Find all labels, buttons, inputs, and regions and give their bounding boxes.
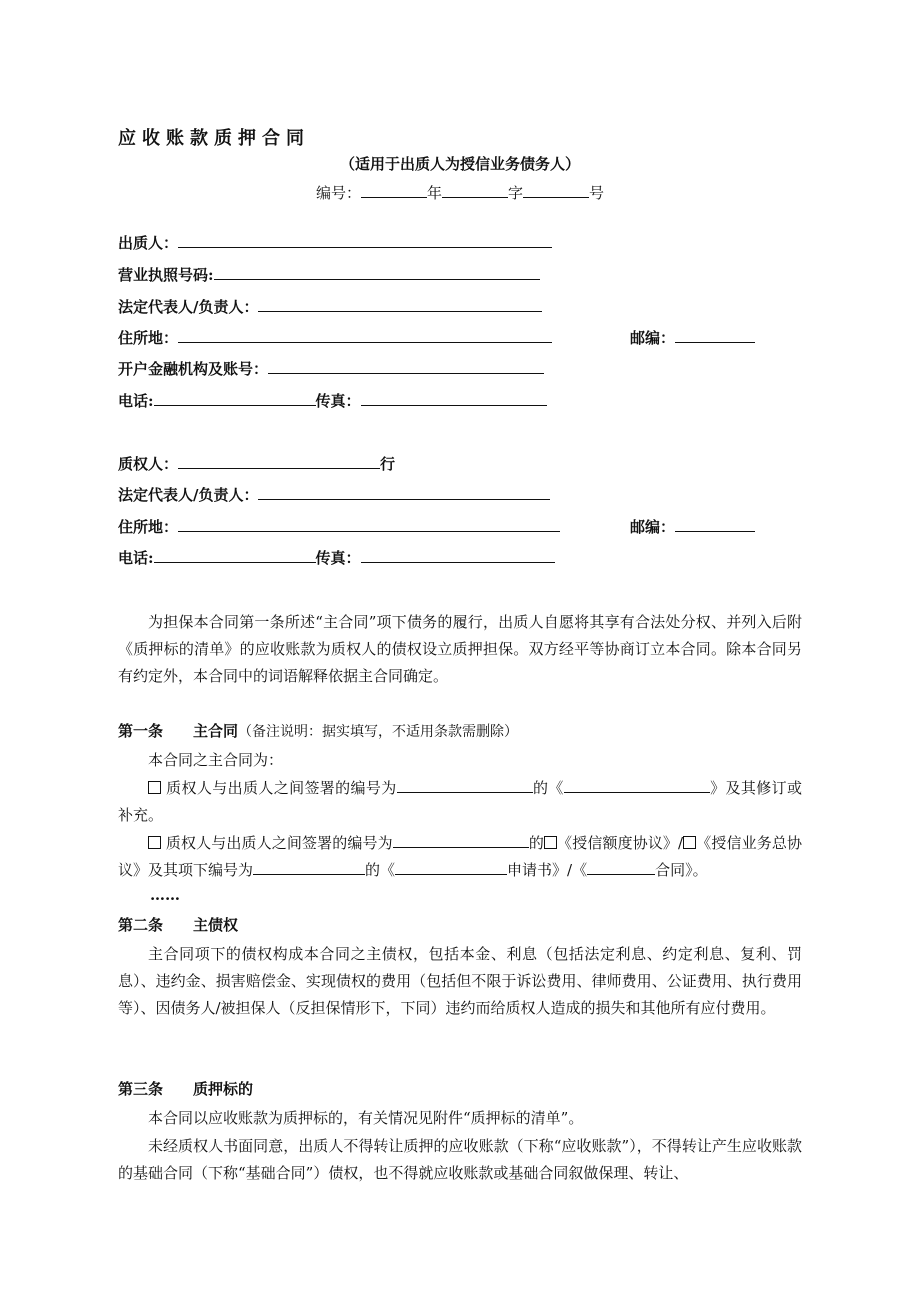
pledgor-postal-label: 邮编：	[630, 329, 676, 347]
article1-note: （备注说明：据实填写，不适用条款需删除）	[238, 724, 519, 740]
article2-heading	[118, 914, 238, 935]
option1-checkbox[interactable]	[148, 781, 161, 794]
article3-para2: 未经质权人书面同意，出质人不得转让质押的应收账款（下称“应收账款”），不得转让产生应收账款的基础合同（下称“基础合同”）债权，也不得就应收账款或基础合同叙做保理、转让、	[118, 1137, 802, 1182]
article3-heading	[118, 1078, 253, 1099]
pledgor-rep-row	[118, 296, 542, 317]
pledgor-license-label: 营业执照号码:	[118, 266, 214, 284]
pledgee-fax-blank[interactable]	[361, 548, 555, 563]
contract-number	[0, 182, 920, 203]
pledgee-name-suffix: 行	[380, 455, 396, 473]
pledgee-phone-label: 电话:	[118, 549, 154, 567]
pledgor-license-blank[interactable]	[214, 265, 540, 280]
pledgor-license-row	[118, 264, 540, 285]
pledgee-postal-blank[interactable]	[675, 517, 755, 532]
pledgor-fax-blank[interactable]	[361, 391, 547, 406]
option1-text-b: 的《	[532, 779, 564, 797]
option2-number-blank[interactable]	[393, 833, 529, 848]
option2-text-b: 的	[528, 834, 544, 852]
pledgee-address-row	[118, 516, 560, 537]
pledgee-rep-label: 法定代表人/负责人：	[118, 486, 259, 504]
option2-text-a: 质权人与出质人之间签署的编号为	[165, 834, 393, 852]
credit-master-checkbox[interactable]	[683, 836, 696, 849]
zi-label: 字	[508, 184, 524, 202]
pledgor-rep-blank[interactable]	[258, 297, 542, 312]
option2-text-g: 合同》。	[655, 861, 708, 879]
credit-line-checkbox[interactable]	[544, 836, 557, 849]
pledgor-rep-label: 法定代表人/负责人：	[118, 298, 259, 316]
pledgor-bank-label: 开户金融机构及账号：	[118, 360, 269, 378]
article1-intro: 本合同之主合同为：	[148, 751, 284, 769]
pledgor-name-label: 出质人：	[118, 234, 179, 252]
pledgor-name-row	[118, 232, 552, 253]
pledgor-phone-row	[118, 390, 547, 411]
article1-number: 第一条	[118, 722, 164, 740]
hao-label: 号	[589, 184, 605, 202]
hao-blank[interactable]	[523, 183, 589, 198]
pledgee-address-label: 住所地：	[118, 518, 179, 536]
option2-contract-blank[interactable]	[587, 860, 655, 875]
option1-text-a: 质权人与出质人之间签署的编号为	[166, 779, 397, 797]
article1-option2	[118, 830, 802, 884]
pledgor-address-label: 住所地：	[118, 329, 179, 347]
pledgee-name-blank[interactable]	[178, 454, 380, 469]
pledgor-postal-blank[interactable]	[675, 328, 755, 343]
article2-number: 第二条	[118, 916, 164, 934]
pledgor-fax-label: 传真：	[315, 392, 361, 410]
article2-title: 主债权	[193, 916, 239, 934]
option2-text-e: 的《	[365, 861, 396, 879]
article3-number: 第三条	[118, 1080, 164, 1098]
pledgor-bank-blank[interactable]	[268, 359, 544, 374]
article1-title: 主合同	[193, 722, 239, 740]
option1-number-blank[interactable]	[397, 778, 533, 793]
pledgee-phone-row	[118, 547, 555, 568]
option2-checkbox[interactable]	[148, 836, 161, 849]
article1-heading	[118, 720, 518, 741]
pledgee-address-blank[interactable]	[178, 517, 560, 532]
option1-contract-blank[interactable]	[564, 778, 710, 793]
article1-option1	[118, 775, 802, 829]
article3-para1: 本合同以应收账款为质押标的，有关情况见附件“质押标的清单”。	[148, 1109, 584, 1127]
year-blank[interactable]	[361, 183, 427, 198]
article2-body: 主合同项下的债权构成本合同之主债权，包括本金、利息（包括法定利息、约定利息、复利、罚息）、违约金、损害赔偿金、实现债权的费用（包括但不限于诉讼费用、律师费用、公证费用、执行费用等）、因债务人/被担保人（反担保情形下，下同）违约而给质权人造成的损失和其他所有应付费用。	[118, 945, 802, 1017]
pledgee-postal-row	[630, 516, 755, 537]
contract-title: 应收账款质押合同	[118, 128, 310, 149]
year-label: 年	[426, 184, 442, 202]
pledgor-name-blank[interactable]	[178, 233, 552, 248]
pledgor-postal-row	[630, 327, 755, 348]
option1-text-c: 》及其修订或补充。	[118, 779, 802, 824]
article1-ellipsis: ……	[150, 886, 180, 904]
pledgee-postal-label: 邮编：	[630, 518, 676, 536]
pledgor-address-blank[interactable]	[178, 328, 552, 343]
pledgee-name-row	[118, 453, 395, 474]
pledgee-rep-blank[interactable]	[258, 485, 550, 500]
pledgee-name-label: 质权人：	[118, 455, 179, 473]
article3-title: 质押标的	[193, 1080, 254, 1098]
pledgor-phone-label: 电话:	[118, 392, 154, 410]
option2-text-d: 《授信业务总协议》及其项下编号为	[118, 834, 802, 879]
option2-sub-number-blank[interactable]	[253, 860, 365, 875]
option2-text-c: 《授信额度协议》/	[556, 834, 684, 852]
option2-application-blank[interactable]	[395, 860, 507, 875]
pledgor-address-row	[118, 327, 552, 348]
option2-text-f: 申请书》/《	[507, 861, 588, 879]
pledgee-rep-row	[118, 484, 550, 505]
preamble: 为担保本合同第一条所述“主合同”项下债务的履行，出质人自愿将其享有合法处分权、并列入后附《质押标的清单》的应收账款为质权人的债权设立质押担保。双方经平等协商订立本合同。除本合同另有约定外，本合同中的词语解释依据主合同确定。	[118, 613, 802, 685]
contract-subtitle: （适用于出质人为授信业务债务人）	[339, 155, 580, 173]
pledgee-fax-label: 传真：	[315, 549, 361, 567]
pledgor-bank-row	[118, 358, 544, 379]
pledgor-phone-blank[interactable]	[154, 391, 316, 406]
pledgee-phone-blank[interactable]	[154, 548, 316, 563]
zi-blank[interactable]	[442, 183, 508, 198]
contract-number-label: 编号：	[315, 184, 361, 202]
